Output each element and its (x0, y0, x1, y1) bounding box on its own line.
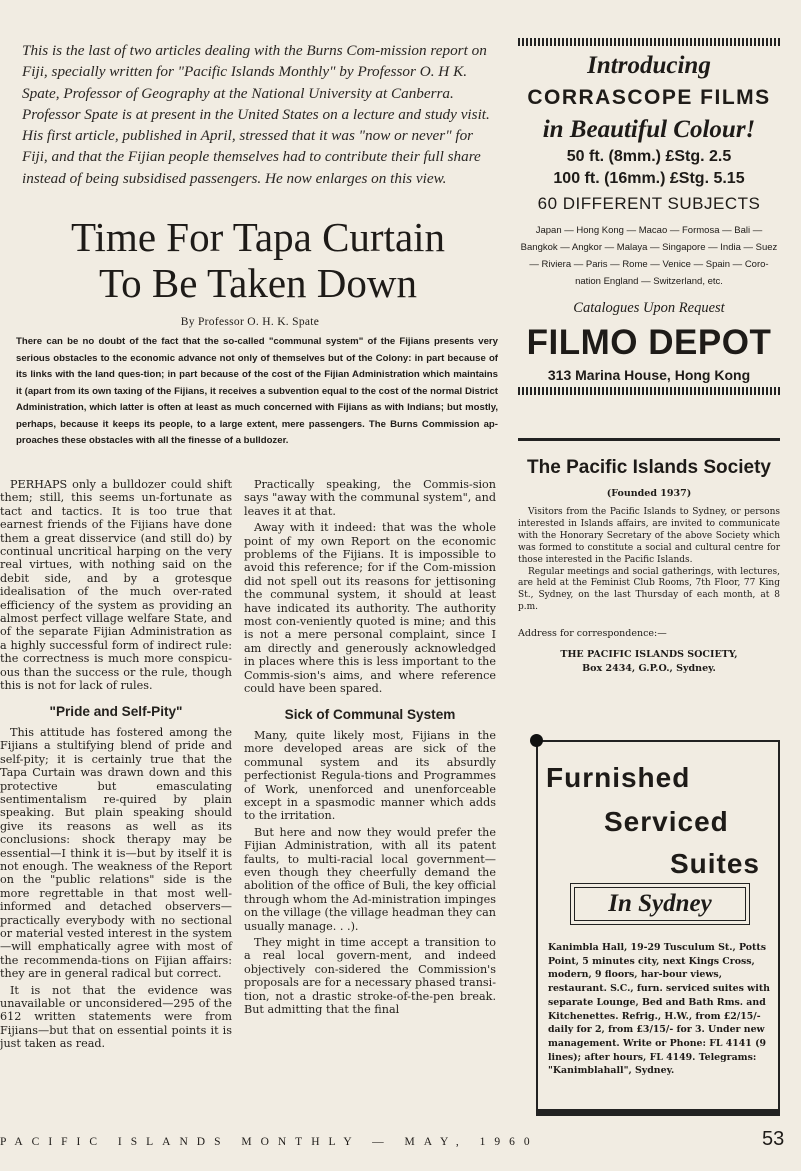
ad-price-16mm: 100 ft. (16mm.) £Stg. 5.15 (553, 170, 745, 187)
article-byline: By Professor O. H. K. Spate (180, 316, 320, 328)
subheading-communal: Sick of Communal System (284, 706, 456, 722)
ad-depot-address: 313 Marina House, Hong Kong (547, 367, 751, 383)
article-column-2 (244, 478, 496, 1019)
paragraph: PERHAPS only a bulldozer could shift them; still, this seems un-fortunate as tact and tactics. It is too true that earnest friends of the Fijians have done them a great disservice (and still do) by continual uncritical harping on the very real virtues, with nothing said on the debit side, and by a grotesque idealisation of the much over-rated efficiency of the system as providing an almost perfect village welfare State, and of the separate Fijian Administration as a highly successful form of indirect rule: the correctness is much more conspicu-ous than the success or the rule, though this is not for lack of rules. (0, 478, 232, 693)
pacific-islands-society-notice (518, 457, 780, 676)
paragraph: But here and now they would prefer the Fijian Administration, with all its patent faults, to multi-racial local government—even though they cheerfully demand the abolition of the office of Buli, the key official through whom the Ad-ministration impinges on the village (the village headman they can usually manage. . .). (244, 825, 496, 933)
paragraph: Visitors from the Pacific Islands to Sydney, or persons interested in Islands affairs, are invited to communicate with the Honorary Secretary of the above Society which was formed to constitute a social and cultural centre for those interested in the Pacific Islands. (518, 507, 780, 565)
serviced-suites-ad (536, 740, 780, 1116)
ad-subjects: 60 DIFFERENT SUBJECTS (537, 194, 761, 213)
society-title: The Pacific Islands Society (527, 457, 771, 478)
divider-rule (518, 438, 780, 441)
paragraph: Many, quite likely most, Fijians in the more developed areas are sick of the communal system and its absurdly perfectionist Regula-tions and Programmes of Work, unenforced and unenforceable except in a spasmodic manner which adds to the irritation. (244, 728, 496, 823)
subheading-pride: "Pride and Self-Pity" (49, 703, 183, 719)
ad-tagline: in Beautiful Colour! (542, 116, 756, 143)
article-column-1 (0, 478, 232, 1054)
hatch-border-top (518, 38, 780, 46)
ad-city-box: In Sydney (570, 883, 750, 925)
society-body (518, 507, 780, 614)
paragraph: Away with it indeed: that was the whole point of my own Report on the economic problems of the Fijians. It is impossible to avoid this reference; for if the Com-mission did not spell out its reasons for jettisoning the communal system, it should at least have indicated its authority. The authority most con-veniently quoted is mine; and this is not a mere personal complaint, since I am directly and generously acknowledged in places where this is less important to the Commis-sion's aims, and where reference could have been spared. (244, 521, 496, 696)
society-founded: (Founded 1937) (606, 488, 692, 499)
hatch-border-bottom (518, 387, 780, 395)
article-lead: There can be no doubt of the fact that the so-called "communal system" of the Fijians presents very serious obstacles to the economic advance not only of themselves but of the Colony: in part because of its links with the land ques-tion; in part because of the cost of the Fijian Administration which maintains it (apart from its own taxing of the Fijians, it receives a subvention equal to the cost of the normal District Administration, which latter is often at least as much concerned with Fijians as with Indians; but mostly, perhaps, because it keeps its people, to a large extent, mere passengers. The Burns Commission ap-proaches these obstacles with all the finesse of a bulldozer. (16, 336, 498, 446)
society-org-box: Box 2434, G.P.O., Sydney. (582, 663, 716, 675)
paragraph: It is not that the evidence was unavailable or unconsidered—295 of the 612 written statements were from Fijians—but that on essential points it is just taken as read. (0, 983, 232, 1051)
ad-introducing: Introducing (587, 52, 711, 79)
article-intro: This is the last of two articles dealing with the Burns Com-mission report on Fiji, specially written for "Pacific Islands Monthly" by Professor O. H K. Spate, Professor of Geography at the National University at Canberra. Professor Spate is at present in the United States on a lecture and study visit. His first article, published in April, stressed that it was "now or never" for Fiji, and that the Fijian people themselves had to contribute their full share instead of being subsidised passengers. He now enlarges on this view. (22, 42, 490, 187)
society-correspondence: Address for correspondence:— (518, 628, 667, 640)
ad-brand: CORRASCOPE FILMS (527, 86, 771, 109)
bullet-dot-icon (530, 734, 543, 747)
headline-line-2: To Be Taken Down (98, 260, 418, 306)
ad-word-furnished: Furnished (546, 762, 691, 793)
ad-word-serviced: Serviced (604, 806, 729, 837)
ad-price-8mm: 50 ft. (8mm.) £Stg. 2.5 (566, 148, 732, 165)
headline-line-1: Time For Tapa Curtain (70, 214, 446, 260)
ad-suites-details: Kanimbla Hall, 19-29 Tusculum St., Potts Point, 5 minutes city, next Kings Cross, modern, 9 floors, har-bour views, restaurant. S.C., furn. serviced suites with separate Lounge, Bed and Bath Rms. and Kitchenettes. Refrig., H.W., from £2/15/- daily for 2, from £3/15/- for 3. Under new management. Write or Phone: FL 4141 (9 lines); after hours, FL 4149. Telegrams: "Kanimblahall", Sydney. (548, 942, 770, 1077)
paragraph: They might in time accept a transition to a real local govern-ment, and indeed objectively con-sidered the Commission's proposals are for a necessary phased transi-tion, not a drastic stroke-of-the-pen break. But admitting that the final (244, 936, 496, 1017)
society-address (518, 648, 780, 676)
paragraph: Regular meetings and social gatherings, with lectures, are held at the Feminist Club Rooms, 7th Floor, 77 King St., Sydney, on the last Thursday of each month, at 8 p.m. (518, 566, 780, 613)
corrascope-films-ad (518, 38, 780, 395)
ad-destinations: Japan — Hong Kong — Macao — Formosa — Bali — Bangkok — Angkor — Malaya — Singapore — India — Suez — Riviera — Paris — Rome — Venice — Spain — Coro-nation England — Switzerland, etc. (520, 225, 778, 287)
ad-catalogues: Catalogues Upon Request (573, 300, 725, 316)
ad-depot-name: FILMO DEPOT (526, 323, 772, 362)
page-number: 53 (762, 1128, 785, 1150)
article-headline (20, 214, 496, 306)
ad-word-suites: Suites (669, 848, 760, 879)
paragraph: Practically speaking, the Commis-sion says "away with the communal system", and leaves it at that. (244, 478, 496, 518)
society-org-name: THE PACIFIC ISLANDS SOCIETY, (560, 649, 738, 661)
paragraph: This attitude has fostered among the Fijians a stultifying blend of pride and self-pity; it is certainly true that the Tapa Curtain was drawn down and this protective but emasculating sentimentalism re-quired by plain speaking. But plain speaking should give its reasons as well as its conclusions: shock therapy may be essential—I think it is—but by itself it is not enough. The weakness of the Report on the "public relations" side is the more regrettable in that most well-informed and detached observers—practically everybody with no sectional or material vested interest in the system—will emphatically agree with most of the recommenda-tions on Fijian affairs: they are in general radical but correct. (0, 725, 232, 981)
page-footer: PACIFIC ISLANDS MONTHLY — MAY, 1960 (0, 1136, 539, 1148)
